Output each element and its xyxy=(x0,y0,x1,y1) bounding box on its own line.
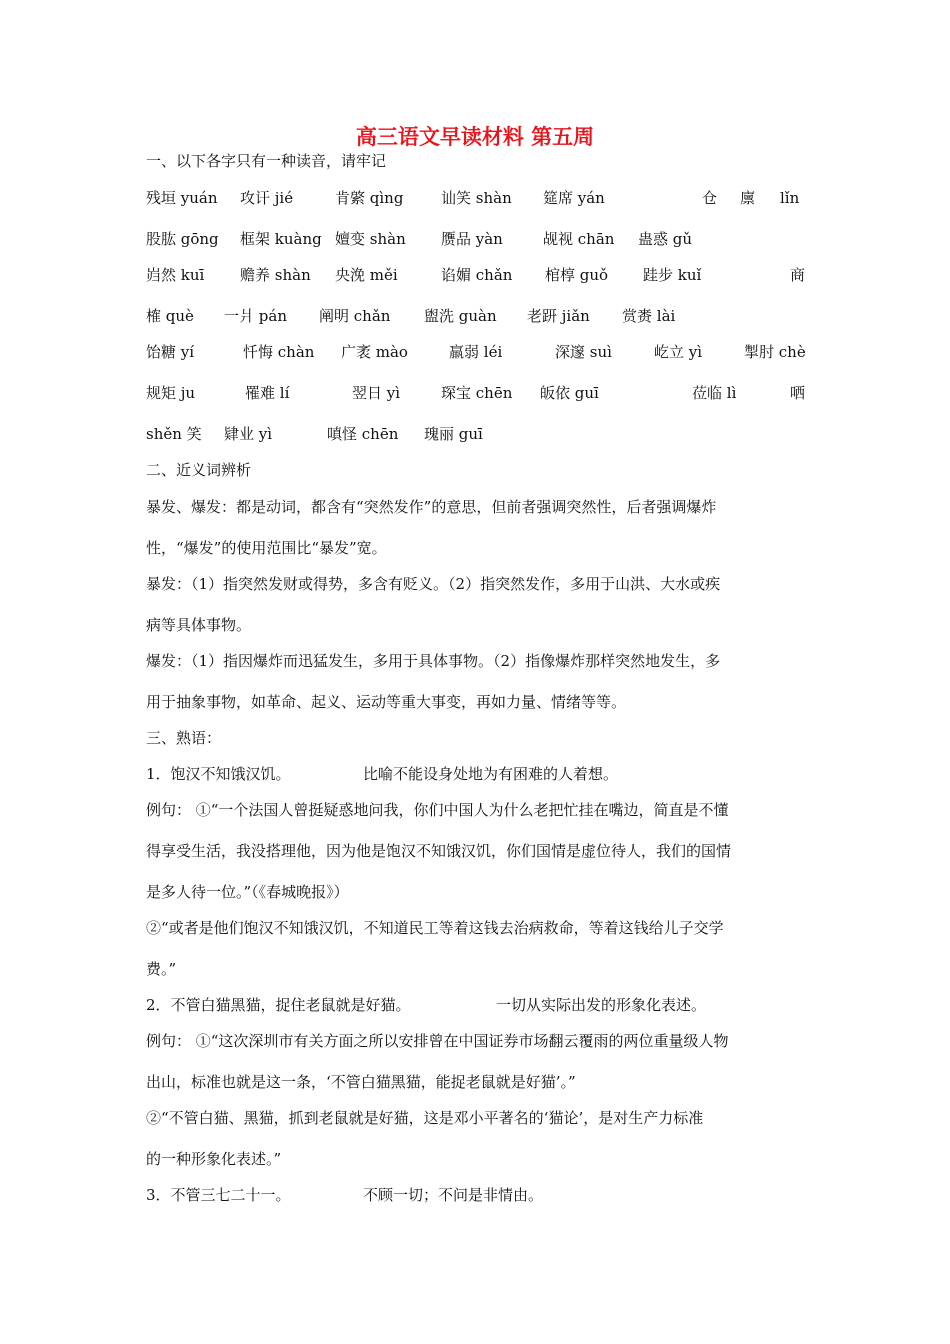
idiom-definition: 比喻不能设身处地为有困难的人着想。 xyxy=(363,765,619,783)
word-entry: 蛊惑 gǔ xyxy=(638,230,693,248)
word-entry: 羸弱 léi xyxy=(449,343,503,361)
word-entry: 嬗变 shàn xyxy=(335,230,406,248)
word-entry: 残垣 yuán xyxy=(146,189,218,207)
word-entry: 赏赉 lài xyxy=(622,307,676,325)
word-entry: 赝品 yàn xyxy=(441,230,503,248)
word-entry: 翌日 yì xyxy=(352,384,401,402)
section3-heading: 三、熟语： xyxy=(146,729,222,747)
word-entry: 谄媚 chǎn xyxy=(441,266,513,284)
word-entry: 规矩 ju xyxy=(146,384,196,402)
word-entry: 仓 xyxy=(702,189,718,207)
example-line: 例句： ①“这次深圳市有关方面之所以安排曾在中国证券市场翻云覆雨的两位重量级人物 xyxy=(146,1032,729,1050)
word-entry: 皈依 guī xyxy=(540,384,599,402)
page-title: 高三语文早读材料 第五周 xyxy=(355,124,595,149)
idiom-term: 3．不管三七二十一。 xyxy=(146,1186,291,1204)
example-line: 是多人待一位。”（《春城晚报》） xyxy=(146,883,349,901)
word-entry: 屹立 yì xyxy=(654,343,703,361)
word-entry: 深邃 suì xyxy=(555,343,612,361)
word-entry: 琛宝 chēn xyxy=(441,384,513,402)
example-line: ②“或者是他们饱汉不知饿汉饥，不知道民工等着这钱去治病救命，等着这钱给儿子交学 xyxy=(146,919,724,937)
paragraph-line: 病等具体事物。 xyxy=(146,616,252,634)
word-entry: 嗔怪 chēn xyxy=(327,425,399,443)
word-entry: 罹难 lí xyxy=(245,384,290,402)
word-entry: lǐn xyxy=(780,189,800,207)
paragraph-line: 暴发、爆发：都是动词，都含有“突然发作”的意思，但前者强调突然性，后者强调爆炸 xyxy=(146,498,717,516)
word-entry: 筵席 yán xyxy=(543,189,605,207)
example-line: 的一种形象化表述。” xyxy=(146,1150,282,1168)
idiom-definition: 不顾一切；不问是非情由。 xyxy=(363,1186,544,1204)
word-entry: shěn 笑 xyxy=(146,425,202,443)
word-entry: 框架 kuàng xyxy=(240,230,322,248)
example-line: 出山，标准也就是这一条，‘不管白猫黑猫，能捉老鼠就是好猫’。” xyxy=(146,1073,576,1091)
idiom-term: 2．不管白猫黑猫，捉住老鼠就是好猫。 xyxy=(146,996,411,1014)
word-entry: 商 xyxy=(790,266,806,284)
word-entry: 一爿 pán xyxy=(224,307,287,325)
word-entry: 忏悔 chàn xyxy=(243,343,315,361)
word-entry: 跬步 kuǐ xyxy=(643,266,702,284)
paragraph-line: 暴发：（1）指突然发财或得势，多含有贬义。（2）指突然发作，多用于山洪、大水或疾 xyxy=(146,575,721,593)
idiom-term: 1．饱汉不知饿汉饥。 xyxy=(146,765,291,783)
word-entry: 掣肘 chè xyxy=(744,343,806,361)
paragraph-line: 性，“爆发”的使用范围比“暴发”宽。 xyxy=(146,539,387,557)
word-entry: 讪笑 shàn xyxy=(441,189,512,207)
example-line: 得享受生活，我没搭理他，因为他是饱汉不知饿汉饥，你们国情是虚位待人，我们的国情 xyxy=(146,842,732,860)
word-entry: 莅临 lì xyxy=(692,384,737,402)
word-entry: 棺椁 guǒ xyxy=(545,266,609,284)
example-line: ②“不管白猫、黑猫，抓到老鼠就是好猫，这是邓小平著名的‘猫论’，是对生产力标准 xyxy=(146,1109,704,1127)
word-entry: 觇视 chān xyxy=(543,230,615,248)
word-entry: 岿然 kuī xyxy=(146,266,205,284)
example-line: 费。” xyxy=(146,960,177,978)
word-entry: 阐明 chǎn xyxy=(319,307,391,325)
word-entry: 老趼 jiǎn xyxy=(527,307,590,325)
word-entry: 肄业 yì xyxy=(224,425,273,443)
word-entry: 瑰丽 guī xyxy=(424,425,483,443)
word-entry: 央浼 měi xyxy=(335,266,398,284)
word-entry: 股肱 gōng xyxy=(146,230,219,248)
word-entry: 肯綮 qìng xyxy=(335,189,404,207)
word-entry: 饴糖 yí xyxy=(146,343,195,361)
example-line: 例句： ①“一个法国人曾挺疑惑地问我，你们中国人为什么老把忙挂在嘴边，简直是不懂 xyxy=(146,801,729,819)
word-entry: 榷 què xyxy=(146,307,194,325)
word-entry: 盥洗 guàn xyxy=(424,307,497,325)
idiom-definition: 一切从实际出发的形象化表述。 xyxy=(496,996,707,1014)
word-entry: 赡养 shàn xyxy=(240,266,311,284)
section1-heading: 一、以下各字只有一种读音，请牢记 xyxy=(146,152,387,170)
word-entry: 哂 xyxy=(790,384,806,402)
paragraph-line: 用于抽象事物，如革命、起义、运动等重大事变，再如力量、情绪等等。 xyxy=(146,693,627,711)
word-entry: 廪 xyxy=(740,189,756,207)
word-entry: 广袤 mào xyxy=(341,343,408,361)
section2-heading: 二、近义词辨析 xyxy=(146,461,252,479)
word-entry: 攻讦 jié xyxy=(240,189,294,207)
paragraph-line: 爆发：（1）指因爆炸而迅猛发生，多用于具体事物。（2）指像爆炸那样突然地发生，多 xyxy=(146,652,721,670)
